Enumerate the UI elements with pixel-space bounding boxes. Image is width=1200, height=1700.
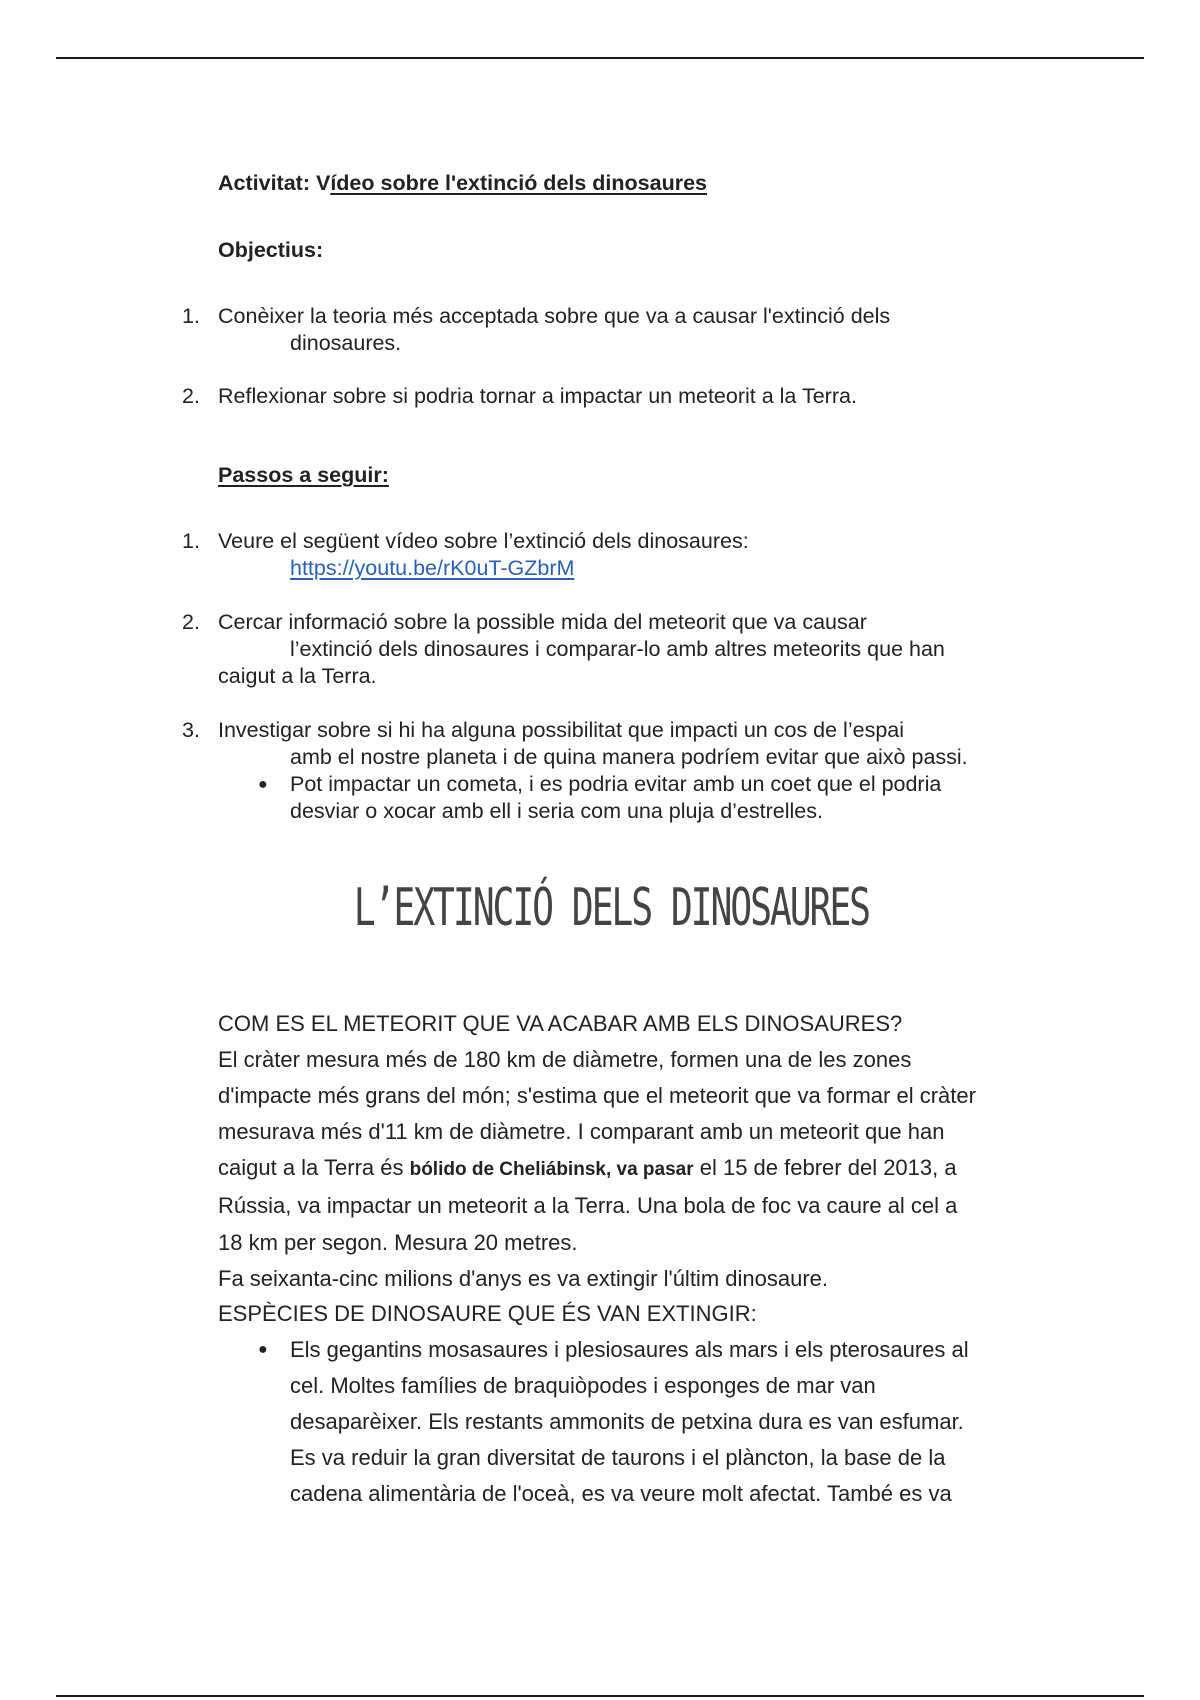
step-number: 3. bbox=[182, 718, 200, 742]
video-link-wrapper bbox=[290, 555, 574, 582]
step-1-text: Veure el següent vídeo sobre l’extinció dels dinosaures: bbox=[218, 529, 749, 553]
video-link[interactable]: https://youtu.be/rK0uT-GZbrM bbox=[290, 556, 575, 580]
bullet-icon: ● bbox=[258, 776, 268, 793]
meteor-line: d'impacte més grans del món; s'estima que el meteorit que va formar el cràter bbox=[218, 1083, 976, 1108]
activity-title-underlined: ídeo sobre l'extinció dels dinosaures bbox=[330, 171, 708, 195]
objective-item-1-line2: dinosaures. bbox=[290, 331, 402, 355]
meteor-line: Rússia, va impactar un meteorit a la Terra. Una bola de foc va caure al cel a bbox=[218, 1193, 958, 1218]
meteor-bold-name: bólido de Cheliábinsk, va pasar bbox=[409, 1159, 694, 1180]
step-2-line1: Cercar informació sobre la possible mida del meteorit que va causar bbox=[218, 610, 867, 634]
steps-heading: Passos a seguir: bbox=[218, 463, 389, 487]
step-3-bullet-line1: Pot impactar un cometa, i es podria evitar amb un coet que el podria bbox=[290, 772, 942, 796]
objective-number: 2. bbox=[182, 384, 200, 408]
species-line: cadena alimentària de l'oceà, es va veure molt afectat. També es va bbox=[290, 1481, 952, 1506]
activity-label: Activitat: bbox=[218, 171, 316, 195]
bottom-divider bbox=[56, 1695, 1144, 1697]
step-number: 2. bbox=[182, 610, 200, 634]
species-line: Es va reduir la gran diversitat de taurons i el plàncton, la base de la bbox=[290, 1445, 946, 1470]
meteor-line: 18 km per segon. Mesura 20 metres. bbox=[218, 1230, 578, 1255]
objective-item-2-line1: Reflexionar sobre si podria tornar a impactar un meteorit a la Terra. bbox=[218, 384, 857, 408]
top-divider bbox=[56, 57, 1144, 59]
meteor-line-with-bold bbox=[218, 1150, 957, 1188]
step-3-line2: amb el nostre planeta i de quina manera podríem evitar que això passi. bbox=[290, 745, 968, 769]
step-2-line3: caigut a la Terra. bbox=[218, 664, 377, 688]
section-title: L’EXTINCIÓ DELS DINOSAURES bbox=[353, 878, 869, 938]
meteor-line: Fa seixanta-cinc milions d'anys es va extingir l'últim dinosaure. bbox=[218, 1266, 828, 1291]
species-heading: ESPÈCIES DE DINOSAURE QUE ÉS VAN EXTINGIR: bbox=[218, 1301, 757, 1326]
meteor-question: COM ES EL METEORIT QUE VA ACABAR AMB ELS DINOSAURES? bbox=[218, 1011, 903, 1036]
meteor-line: El cràter mesura més de 180 km de diàmetre, formen una de les zones bbox=[218, 1047, 912, 1072]
meteor-line-part: caigut a la Terra és bbox=[218, 1155, 410, 1180]
objectives-heading: Objectius: bbox=[218, 238, 324, 262]
objective-item-1-line1: Conèixer la teoria més acceptada sobre que va a causar l'extinció dels bbox=[218, 304, 891, 328]
step-3-bullet-line2: desviar o xocar amb ell i seria com una pluja d’estrelles. bbox=[290, 799, 823, 823]
step-2-line2: l’extinció dels dinosaures i comparar-lo amb altres meteorits que han bbox=[290, 637, 945, 661]
step-3-line1: Investigar sobre si hi ha alguna possibilitat que impacti un cos de l’espai bbox=[218, 718, 905, 742]
species-line: desaparèixer. Els restants ammonits de petxina dura es van esfumar. bbox=[290, 1409, 964, 1434]
activity-title bbox=[218, 170, 707, 197]
bullet-icon: ● bbox=[258, 1341, 268, 1358]
activity-title-start: V bbox=[315, 171, 331, 195]
objective-number: 1. bbox=[182, 304, 200, 328]
meteor-line: mesurava més d'11 km de diàmetre. I comparant amb un meteorit que han bbox=[218, 1119, 945, 1144]
species-line: Els gegantins mosasaures i plesiosaures als mars i els pterosaures al bbox=[290, 1337, 969, 1362]
step-number: 1. bbox=[182, 529, 200, 553]
species-line: cel. Moltes famílies de braquiòpodes i esponges de mar van bbox=[290, 1373, 876, 1398]
meteor-line-part: el 15 de febrer del 2013, a bbox=[693, 1155, 957, 1180]
